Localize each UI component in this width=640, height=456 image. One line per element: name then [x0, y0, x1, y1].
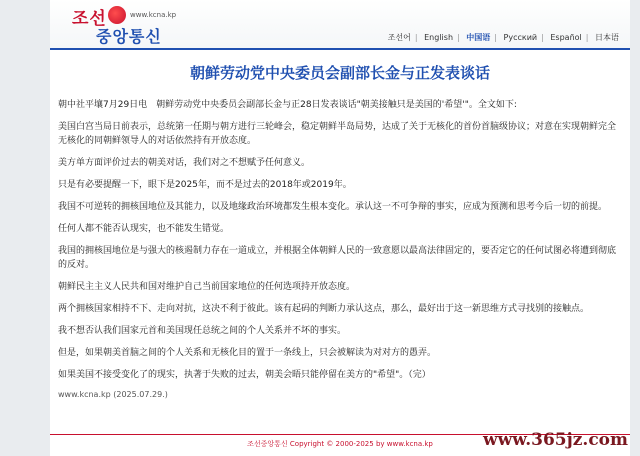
article-paragraph: 两个拥核国家相持不下、走向对抗，这决不利于彼此。该有起码的判断力承认这点，那么，最好出于这一新思维方式寻找别的接触点。 — [58, 304, 590, 314]
site-header — [50, 0, 630, 48]
article-body — [58, 98, 618, 402]
lang-spanish[interactable]: Español — [550, 33, 582, 42]
lang-korean[interactable]: 조선어 — [387, 33, 411, 42]
header-divider — [50, 48, 630, 50]
article-paragraph: 但是，如果朝美首脑之间的个人关系和无核化目的置于一条线上，只会被解读为对对方的愚弄。 — [58, 348, 437, 358]
article-paragraph: 如果美国不接受变化了的现实，执著于失败的过去，朝美会晤只能停留在美方的"希望"。（完） — [58, 370, 431, 380]
lang-japanese[interactable]: 日本语 — [595, 33, 619, 42]
watermark-text: www.365jz.com — [483, 430, 628, 450]
logo-url: www.kcna.kp — [130, 11, 177, 19]
article-paragraph: 美国白宫当局日前表示，总统第一任期与朝方进行三轮峰会，稳定朝鲜半岛局势，达成了关于无核化的首份首脑级协议；对意在实现朝鲜完全无核化的同朝鲜领导人的对话依然持有开放态度。 — [58, 122, 617, 146]
article-title: 朝鲜劳动党中央委员会副部长金与正发表谈话 — [189, 64, 490, 82]
lang-separator: | — [494, 33, 497, 42]
article-paragraph: 美方单方面评价过去的朝美对话，我们对之不想赋予任何意义。 — [58, 158, 311, 168]
language-menu — [385, 32, 622, 43]
lang-separator: | — [541, 33, 544, 42]
copyright-footer: 조선중앙통신 Copyright © 2000-2025 by www.kcna.kp — [247, 440, 433, 448]
article-paragraph: 我国的拥核国地位是与强大的核遏制力存在一道成立，并根据全体朝鲜人民的一致意愿以最高法律固定的，要否定它的任何试图必将遭到彻底的反对。 — [58, 246, 617, 270]
article-source: www.kcna.kp (2025.07.29.) — [58, 390, 168, 399]
article-paragraph: 只是有必要提醒一下，眼下是2025年，而不是过去的2018年或2019年。 — [58, 180, 352, 190]
lang-separator: | — [585, 33, 589, 42]
logo-sun-icon — [108, 6, 126, 24]
logo-text-top: 조선 — [72, 9, 107, 29]
logo-text-bottom: 중앙통신 — [96, 27, 162, 46]
article-paragraph: 我国不可逆转的拥核国地位及其能力，以及地缘政治环境都发生根本变化。承认这一不可争辩的事实，应成为预测和思考今后一切的前提。 — [58, 202, 608, 212]
article-paragraph: 朝中社平壤7月29日电 朝鲜劳动党中央委员会副部长金与正28日发表谈话"朝美接触只是美国的'希望'"。全文如下: — [58, 100, 517, 110]
article-paragraph: 我不想否认我们国家元首和美国现任总统之间的个人关系并不坏的事实。 — [58, 326, 347, 336]
lang-separator: | — [414, 33, 418, 42]
article-paragraph: 朝鲜民主主义人民共和国对维护自己当前国家地位的任何选项持开放态度。 — [58, 282, 356, 292]
page — [50, 0, 630, 456]
site-logo[interactable] — [68, 4, 208, 46]
lang-english[interactable]: English — [424, 33, 454, 42]
article-paragraph: 任何人都不能否认现实，也不能发生错觉。 — [58, 224, 230, 234]
lang-chinese[interactable]: 中国语 — [466, 33, 491, 42]
lang-separator: | — [457, 33, 460, 42]
lang-russian[interactable]: Русский — [503, 33, 538, 42]
